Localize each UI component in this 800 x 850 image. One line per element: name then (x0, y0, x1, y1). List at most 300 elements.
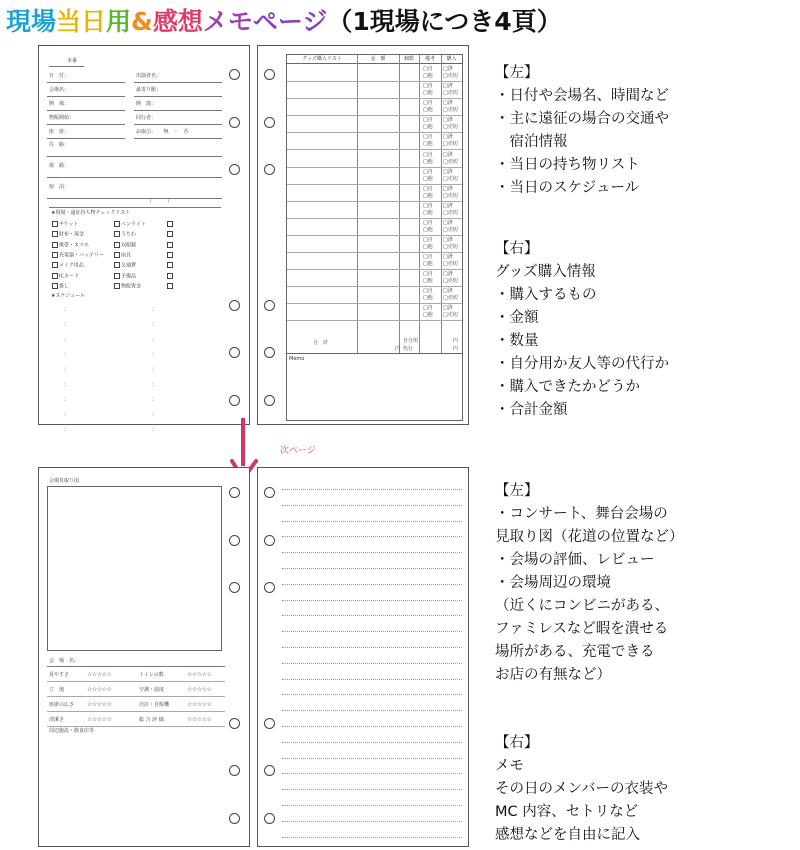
purchase-option: □売切 (443, 244, 458, 250)
checklist-label: うちわ (121, 231, 137, 238)
purchase-option: □他 (423, 124, 433, 131)
top-right-goods-page (257, 45, 469, 425)
checkbox-icon (167, 231, 173, 237)
checkbox-icon (114, 273, 120, 279)
checkbox-icon (114, 231, 120, 237)
memo-line (282, 615, 462, 616)
memo-line (282, 489, 462, 490)
purchase-option: □他 (423, 141, 433, 148)
purchase-option: □売切 (443, 295, 458, 302)
memo-line (282, 663, 462, 664)
description-line: 宿泊情報 (495, 134, 568, 150)
checklist-label: 交通費 (121, 262, 137, 269)
purchase-option: □自 (423, 83, 433, 90)
memo-line (282, 552, 462, 553)
column-divider (399, 55, 400, 353)
purchase-option: □自 (423, 219, 433, 226)
binder-hole (264, 164, 275, 175)
schedule-colon: : (64, 381, 67, 388)
purchase-option: □自 (423, 168, 433, 175)
transport-label: 復 路： (49, 163, 70, 169)
total-label: 合 計 (313, 340, 329, 346)
purchase-option: □売切 (443, 312, 458, 319)
purchase-option: □他 (423, 295, 433, 302)
description-line: ・会場の評価、レビュー (495, 552, 655, 568)
binder-hole (264, 487, 275, 498)
transport-label: 往 路： (49, 142, 70, 148)
purchase-option: □済 (443, 66, 453, 72)
checklist-item (167, 273, 174, 280)
description-line: ・当日の持ち物リスト (495, 157, 640, 173)
goods-row-line (287, 201, 462, 202)
goods-row-line (287, 218, 462, 219)
goods-table-header: 個数 (403, 56, 414, 62)
goods-row-line (287, 269, 462, 270)
description-line: ファミレスなど暇を潰せる (495, 621, 669, 637)
rating-stars: ☆☆☆☆☆ (187, 716, 212, 723)
schedule-colon: : (64, 351, 67, 358)
header-divider (287, 63, 462, 64)
binder-hole (229, 535, 240, 546)
description-heading: 【左】 (495, 483, 539, 499)
rating-underline (47, 696, 225, 697)
field-underline (47, 96, 125, 97)
description-line: ・当日のスケジュール (495, 180, 640, 196)
bottom-left-venue-page (38, 467, 250, 847)
binder-hole (229, 300, 240, 311)
binder-hole (264, 718, 275, 729)
field-label-right: お取引： 無 ・ 否 (136, 129, 189, 135)
rating-label: 売店・自販機 (139, 702, 170, 708)
title-segment: 現場 (6, 7, 57, 36)
description-line: MC 内容、セトリなど (495, 804, 639, 820)
schedule-colon: : (64, 396, 67, 403)
checkbox-icon (52, 221, 58, 227)
purchase-option: □済 (443, 202, 453, 209)
field-label-left: 座 席： (49, 129, 70, 135)
memo-line (282, 505, 462, 506)
memo-line (282, 568, 462, 569)
purchase-option: □済 (443, 117, 453, 124)
purchase-option: □自 (423, 202, 433, 209)
field-underline (134, 82, 222, 83)
description-bottom-left (495, 480, 684, 683)
binder-hole (229, 69, 240, 80)
map-label: 会場見取り図 (49, 478, 80, 484)
proxy-yen: 円 (453, 346, 459, 352)
checkbox-icon (52, 231, 58, 237)
venue-map-box (47, 486, 222, 651)
goods-row-line (287, 132, 462, 133)
rating-underline (47, 681, 225, 682)
checkbox-icon (167, 283, 173, 289)
goods-row-line (287, 235, 462, 236)
purchase-option: □自 (423, 305, 433, 312)
purchase-option: □済 (443, 134, 453, 141)
memo-label: Memo (289, 356, 305, 362)
checklist-item (167, 231, 174, 238)
schedule-colon: : (64, 411, 67, 418)
binder-hole (229, 117, 240, 128)
field-label-left: 物販開始： (49, 115, 75, 121)
memo-line (282, 805, 462, 806)
purchase-option: □他 (423, 312, 433, 319)
field-label-right: 最寄り駅： (136, 87, 162, 93)
field-underline (47, 124, 125, 125)
binder-hole (264, 347, 275, 358)
field-underline (47, 110, 125, 111)
purchase-option: □売切 (443, 158, 458, 165)
checkbox-icon (167, 273, 173, 279)
schedule-colon: : (152, 351, 155, 358)
transport-underline (47, 198, 222, 199)
purchase-option: □済 (443, 168, 453, 175)
field-label-left: 日 付： (49, 73, 70, 79)
schedule-colon: : (152, 321, 155, 328)
purchase-option: □他 (423, 226, 433, 233)
total-yen: 円 (395, 346, 401, 352)
purchase-option: □他 (423, 158, 433, 165)
checkbox-icon (167, 252, 173, 258)
goods-table-header: グッズ購入リスト (302, 56, 342, 62)
checkbox-icon (167, 221, 173, 227)
rating-stars: ☆☆☆☆☆ (87, 671, 112, 678)
description-heading: 【左】 (495, 65, 539, 81)
checklist-label: 双眼鏡 (121, 242, 137, 249)
checklist-label: 予備品 (121, 273, 137, 279)
checkbox-icon (114, 242, 120, 248)
memo-line (282, 758, 462, 759)
goods-row-line (287, 252, 462, 253)
rating-label: 総 合 評 価 (139, 717, 164, 723)
purchase-option: □売切 (443, 209, 458, 216)
title-segment: 用 (106, 7, 132, 36)
purchase-option: □他 (423, 175, 433, 182)
schedule-colon: : (152, 306, 155, 313)
goods-row-line (287, 184, 462, 185)
checklist-item (114, 221, 146, 228)
purchase-option: □売切 (443, 73, 458, 79)
checklist-item (167, 283, 174, 290)
memo-line (282, 600, 462, 601)
checklist-label: 雨具 (121, 252, 132, 259)
description-bottom-right (495, 732, 668, 843)
checklist-label: 携帯・スマホ (59, 242, 89, 249)
purchase-option: □済 (443, 288, 453, 295)
checklist-label: ペンライト (121, 221, 146, 228)
goods-row-line (287, 320, 462, 321)
checklist-item (167, 242, 174, 249)
purchase-option: □自 (423, 134, 433, 141)
checkbox-icon (114, 262, 120, 268)
purchase-option: □自 (423, 254, 433, 261)
title-segment: & (131, 7, 153, 36)
checklist-item (52, 273, 79, 280)
description-line: ・金額 (495, 310, 539, 326)
goods-row-line (287, 167, 462, 168)
memo-line (282, 679, 462, 680)
purchase-option: □他 (423, 244, 433, 250)
column-divider (441, 55, 442, 353)
field-label-right: 出演者名： (136, 73, 162, 79)
description-line: ・購入するもの (495, 287, 597, 303)
rating-label: 座席の広さ (49, 702, 75, 708)
description-line: ・自分用か友人等の代行か (495, 356, 669, 372)
next-page-label: 次ページ (280, 446, 316, 456)
paren-label: （ ） (147, 199, 173, 205)
checklist-label: 充電器・バッテリー (59, 252, 105, 259)
purchase-option: □済 (443, 237, 453, 243)
field-underline (47, 138, 125, 139)
checklist-label: 推し (59, 283, 70, 290)
goods-table-header: 金 額 (370, 56, 386, 62)
field-label-right: 同行者： (136, 115, 157, 121)
description-line: ・主に遠征の場合の交通や (495, 111, 669, 127)
description-line: ・合計金額 (495, 402, 568, 418)
memo-line (282, 631, 462, 632)
field-underline (134, 96, 222, 97)
title-segment: （1現場につき4頁） (327, 7, 562, 36)
schedule-colon: : (64, 321, 67, 328)
checkbox-icon (52, 242, 58, 248)
checklist-item (52, 221, 79, 228)
memo-line (282, 521, 462, 522)
rating-label: トイレの数 (139, 672, 164, 678)
rating-stars: ☆☆☆☆☆ (187, 671, 212, 678)
checklist-label: メイク用品 (59, 262, 84, 269)
description-line: ・数量 (495, 333, 539, 349)
checklist-item (167, 221, 174, 228)
purchase-option: □他 (423, 107, 433, 114)
checklist-label: ICカード (59, 273, 79, 279)
purchase-option: □済 (443, 305, 453, 312)
checklist-label: チケット (59, 221, 79, 228)
goods-table-header: 備考 (424, 56, 435, 62)
purchase-option: □売切 (443, 175, 458, 182)
field-label-left: 開 場： (49, 101, 70, 107)
checklist-label: 物販資金 (121, 283, 142, 290)
purchase-option: □自 (423, 288, 433, 295)
goods-row-line (287, 303, 462, 304)
purchase-option: □済 (443, 83, 453, 90)
checklist-item (167, 262, 174, 269)
column-divider (419, 55, 420, 353)
checkbox-icon (52, 262, 58, 268)
description-top-left (495, 62, 669, 196)
rating-underline (47, 726, 225, 727)
checkbox-icon (114, 283, 120, 289)
memo-line (282, 726, 462, 727)
purchase-option: □他 (423, 261, 433, 268)
purchase-option: □済 (443, 271, 453, 278)
self-label: 自分用 (403, 338, 419, 344)
purchase-option: □済 (443, 151, 453, 158)
purchase-option: □他 (423, 73, 433, 79)
goods-row-line (287, 115, 462, 116)
column-divider (357, 55, 358, 353)
schedule-colon: : (152, 366, 155, 373)
rating-stars: ☆☆☆☆☆ (87, 701, 112, 708)
memo-line (282, 789, 462, 790)
binder-hole (229, 765, 240, 776)
binder-hole (229, 395, 240, 406)
bottom-right-memo-page (257, 467, 469, 847)
transport-label: 宿 泊： (49, 184, 70, 190)
checklist-title: ★現場・遠征持ち物チェックリスト (51, 210, 131, 216)
description-line: メモ (495, 758, 524, 774)
purchase-option: □売切 (443, 192, 458, 199)
binder-hole (229, 487, 240, 498)
footer-label: 周辺施設・飲食店等 (49, 728, 95, 734)
binder-hole (264, 117, 275, 128)
rating-stars: ☆☆☆☆☆ (187, 686, 212, 693)
schedule-colon: : (64, 426, 67, 433)
transport-underline (47, 177, 222, 178)
checkbox-icon (52, 252, 58, 258)
purchase-option: □自 (423, 237, 433, 243)
checklist-label: 財布・現金 (59, 231, 85, 238)
binder-hole (264, 582, 275, 593)
binder-hole (229, 164, 240, 175)
purchase-option: □売切 (443, 278, 458, 285)
rating-stars: ☆☆☆☆☆ (87, 716, 112, 723)
goods-row-line (287, 286, 462, 287)
description-line: 感想などを自由に記入 (495, 827, 640, 843)
schedule-colon: : (152, 336, 155, 343)
memo-line (282, 742, 462, 743)
purchase-option: □売切 (443, 261, 458, 268)
memo-line (282, 536, 462, 537)
field-label-left: 会場名： (49, 87, 70, 93)
checklist-item (167, 252, 174, 259)
binder-hole (264, 300, 275, 311)
checkbox-icon (52, 283, 58, 289)
purchase-option: □売切 (443, 90, 458, 97)
checkbox-icon (167, 262, 173, 268)
description-heading: 【右】 (495, 735, 539, 751)
checkbox-icon (114, 221, 120, 227)
rating-label: 空調・温度 (139, 687, 165, 693)
binder-hole (264, 395, 275, 406)
purchase-option: □自 (423, 185, 433, 192)
purchase-option: □自 (423, 117, 433, 124)
purchase-option: □自 (423, 151, 433, 158)
checkbox-icon (114, 252, 120, 258)
schedule-colon: : (64, 366, 67, 373)
purchase-option: □売切 (443, 226, 458, 233)
schedule-colon: : (64, 336, 67, 343)
rating-underline (47, 711, 225, 712)
description-line: お店の有無など） (495, 667, 611, 683)
memo-line (282, 821, 462, 822)
self-yen: 円 (453, 338, 459, 344)
binder-hole (229, 582, 240, 593)
memo-line (282, 773, 462, 774)
field-underline (134, 110, 222, 111)
checkbox-icon (167, 242, 173, 248)
schedule-colon: : (152, 381, 155, 388)
goods-row-line (287, 149, 462, 150)
description-line: 場所がある、充電できる (495, 644, 655, 660)
schedule-title: ★スケジュール (51, 293, 86, 299)
checklist-item (52, 252, 104, 259)
checklist-item (114, 252, 131, 259)
memo-line (282, 694, 462, 695)
checkbox-icon (52, 273, 58, 279)
checklist-item (114, 231, 136, 238)
memo-line (282, 837, 462, 838)
purchase-option: □自 (423, 271, 433, 278)
purchase-option: □済 (443, 254, 453, 261)
title-segment: メモ (202, 7, 253, 36)
proxy-label: 代行 (403, 346, 414, 352)
binder-hole (229, 347, 240, 358)
title-segment: ページ (252, 7, 328, 36)
field-underline (134, 138, 222, 139)
checklist-item (114, 242, 136, 249)
purchase-option: □自 (423, 66, 433, 72)
schedule-colon: : (64, 306, 67, 313)
description-heading: 【右】 (495, 241, 539, 257)
rating-label: 清潔さ (49, 717, 65, 723)
description-line: その日のメンバーの衣装や (495, 781, 668, 797)
description-line: 見取り図（花道の位置など） (495, 529, 684, 545)
field-label-right: 開 演： (136, 101, 157, 107)
checklist-item (114, 283, 141, 290)
checklist-item (52, 262, 84, 269)
page-title (6, 2, 796, 38)
purchase-option: □済 (443, 219, 453, 226)
description-line: ・会場周辺の環境 (495, 575, 611, 591)
schedule-colon: : (152, 426, 155, 433)
title-segment: 感想 (152, 7, 203, 36)
description-line: （近くにコンビニがある、 (495, 598, 669, 614)
memo-line (282, 584, 462, 585)
binder-hole (264, 535, 275, 546)
venue-name-label: 会 場 名： (49, 658, 80, 664)
rating-label: 立 地 (49, 687, 65, 693)
binder-hole (229, 813, 240, 824)
rating-stars: ☆☆☆☆☆ (187, 701, 212, 708)
description-top-right (495, 238, 669, 418)
description-line: ・日付や会場名、時間など (495, 88, 669, 104)
goods-row-line (287, 98, 462, 99)
goods-table (286, 54, 463, 421)
checklist-item (114, 262, 136, 269)
field-underline (47, 82, 125, 83)
binder-hole (264, 813, 275, 824)
rating-stars: ☆☆☆☆☆ (87, 686, 112, 693)
field-underline (134, 124, 222, 125)
goods-row-line (287, 81, 462, 82)
purchase-option: □売切 (443, 124, 458, 131)
binder-hole (264, 69, 275, 80)
header-label: 本番 (67, 58, 78, 64)
checklist-item (52, 242, 89, 249)
title-segment: 当日 (56, 7, 107, 36)
goods-table-header: 購入 (446, 56, 457, 62)
description-line: ・購入できたかどうか (495, 379, 640, 395)
purchase-option: □済 (443, 185, 453, 192)
binder-hole (264, 765, 275, 776)
checklist-item (114, 273, 136, 280)
purchase-option: □他 (423, 192, 433, 199)
purchase-option: □済 (443, 100, 453, 107)
schedule-colon: : (152, 396, 155, 403)
description-line: グッズ購入情報 (495, 264, 596, 280)
purchase-option: □自 (423, 100, 433, 107)
rating-label: 見やすさ (49, 672, 70, 678)
